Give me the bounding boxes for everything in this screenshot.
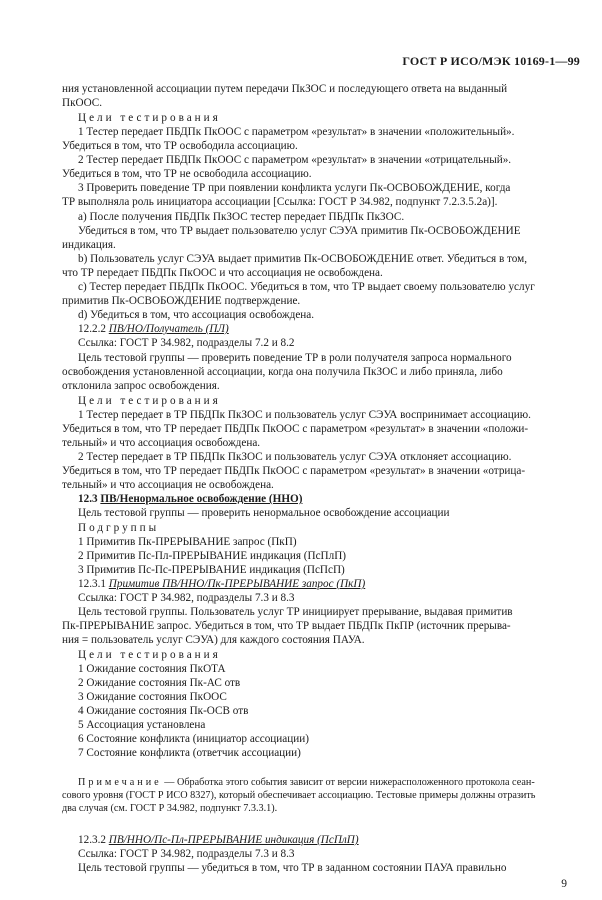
text-line: 2 Тестер передает в ТР ПБДПк ПкЗОС и пользователь услуг СЭУА отклоняет ассоциацию. bbox=[78, 451, 512, 463]
section-heading: Цели тестирования bbox=[78, 395, 221, 407]
text-line: Убедиться в том, что ТР не освободила ассоциацию. bbox=[62, 168, 312, 180]
text-line: Пк-ПРЕРЫВАНИЕ запрос. Убедиться в том, что ТР выдает ПБДПк ПкПР (источник прерыва- bbox=[62, 620, 511, 632]
text-line: Убедиться в том, что ТР передает ПБДПк ПкООС с параметром «результат» в значении «отрица- bbox=[62, 465, 526, 477]
subsection-heading bbox=[78, 577, 365, 591]
list-item: 7 Состояние конфликта (ответчик ассоциации) bbox=[78, 747, 301, 759]
text-line: Убедиться в том, что ТР передает ПБДПк ПкООС с параметром «результат» в значении «положи- bbox=[62, 423, 529, 435]
subsection-title: ПВ/НО/Получатель (ПЛ) bbox=[108, 323, 229, 335]
text-line: примитив Пк-ОСВОБОЖДЕНИЕ подтверждение. bbox=[62, 295, 301, 307]
text-line: что ТР передает ПБДПк ПкООС и что ассоциация не освобождена. bbox=[62, 267, 383, 279]
note-line: два случая (см. ГОСТ Р 34.982, подпункт 7.3.3.1). bbox=[62, 803, 278, 814]
subsection-title: ПВ/ННО/Пс-Пл-ПРЕРЫВАНИЕ индикация (ПсПлП) bbox=[108, 834, 359, 846]
section-title: ПВ/Ненормальное освобождение (ННО) bbox=[100, 493, 303, 505]
subsection-title: Примитив ПВ/ННО/Пк-ПРЕРЫВАНИЕ запрос (ПкП) bbox=[108, 578, 366, 590]
note-text: — Обработка этого события зависит от версии нижерасположенного протокола сеан- bbox=[161, 777, 535, 788]
text-line: индикация. bbox=[62, 239, 116, 251]
list-item: 2 Примитив Пс-Пл-ПРЕРЫВАНИЕ индикация (ПсПлП) bbox=[78, 550, 347, 562]
text-line: тельный» и что ассоциация не освобождена. bbox=[62, 479, 274, 491]
text-line: Ссылка: ГОСТ Р 34.982, подразделы 7.3 и 8.3 bbox=[78, 848, 295, 860]
text-line: Ссылка: ГОСТ Р 34.982, подразделы 7.3 и 8.3 bbox=[78, 592, 295, 604]
text-line: 2 Тестер передает ПБДПк ПкООС с параметром «результат» в значении «отрицательный». bbox=[78, 154, 512, 166]
text-line: Цель тестовой группы — проверить ненормальное освобождение ассоциации bbox=[78, 507, 450, 519]
text-line: Цель тестовой группы — убедиться в том, что ТР в заданном состоянии ПАУА правильно bbox=[78, 862, 507, 874]
section-heading: Цели тестирования bbox=[78, 112, 221, 124]
text-line: ния установленной ассоциации путем передачи ПкЗОС и последующего ответа на выданный bbox=[62, 83, 508, 95]
page-number: 9 bbox=[561, 878, 567, 890]
section-number: 12.3 bbox=[78, 493, 98, 505]
list-item: 4 Ожидание состояния Пк-ОСВ отв bbox=[78, 705, 249, 717]
standard-header: ГОСТ Р ИСО/МЭК 10169-1—99 bbox=[402, 54, 580, 68]
list-item: 3 Примитив Пс-Пс-ПРЕРЫВАНИЕ индикация (ПсПсП) bbox=[78, 564, 345, 576]
text-line: b) Пользователь услуг СЭУА выдает примитив Пк-ОСВОБОЖДЕНИЕ ответ. Убедиться в том, bbox=[78, 253, 528, 265]
subsection-number: 12.3.2 bbox=[78, 834, 106, 846]
text-line: d) Убедиться в том, что ассоциация освобождена. bbox=[78, 309, 315, 321]
section-heading-12-3 bbox=[78, 492, 302, 506]
subsection-number: 12.3.1 bbox=[78, 578, 106, 590]
text-line: Цель тестовой группы. Пользователь услуг ТР инициирует прерывание, выдавая примитив bbox=[78, 606, 513, 618]
list-item: 1 Примитив Пк-ПРЕРЫВАНИЕ запрос (ПкП) bbox=[78, 536, 297, 548]
list-item: 3 Ожидание состояния ПкООС bbox=[78, 691, 227, 703]
text-line: а) После получения ПБДПк ПкЗОС тестер передает ПБДПк ПкЗОС. bbox=[78, 211, 405, 223]
text-line: отклонила запрос освобождения. bbox=[62, 380, 220, 392]
subsection-heading bbox=[78, 833, 359, 847]
text-line: освобождения установленной ассоциации, когда она получила ПкЗОС и либо приняла, либо bbox=[62, 366, 503, 378]
text-line: тельный» и что ассоциация освобождена. bbox=[62, 437, 261, 449]
text-line: Цель тестовой группы — проверить поведение ТР в роли получателя запроса нормального bbox=[78, 352, 512, 364]
note-label: Примечание bbox=[78, 777, 162, 788]
text-line: ТР выполняла роль инициатора ассоциации [Ссылка: ГОСТ Р 34.982, подпункт 7.2.3.5.2а)]. bbox=[62, 196, 498, 208]
text-line: ния = пользователь услуг СЭУА) для каждого состояния ПАУА. bbox=[62, 634, 365, 646]
list-item: 6 Состояние конфликта (инициатор ассоциации) bbox=[78, 733, 309, 745]
list-item: 1 Ожидание состояния ПкОТА bbox=[78, 663, 226, 675]
section-heading: Цели тестирования bbox=[78, 649, 221, 661]
text-line: 1 Тестер передает в ТР ПБДПк ПкЗОС и пользователь услуг СЭУА воспринимает ассоциацию. bbox=[78, 409, 531, 421]
subgroups-heading: Подгруппы bbox=[78, 522, 160, 534]
list-item: 2 Ожидание состояния Пк-АС отв bbox=[78, 677, 241, 689]
text-line: Убедиться в том, что ТР выдает пользователю услуг СЭУА примитив Пк-ОСВОБОЖДЕНИЕ bbox=[78, 225, 521, 237]
text-line: ПкООС. bbox=[62, 97, 103, 109]
subsection-heading bbox=[78, 322, 229, 336]
subsection-number: 12.2.2 bbox=[78, 323, 106, 335]
note-line bbox=[78, 776, 535, 790]
note-line: сового уровня (ГОСТ Р ИСО 8327), который обеспечивает ассоциацию. Тестовые примеры должны отразить bbox=[62, 790, 536, 801]
text-line: 3 Проверить поведение ТР при появлении конфликта услуги Пк-ОСВОБОЖДЕНИЕ, когда bbox=[78, 182, 511, 194]
list-item: 5 Ассоциация установлена bbox=[78, 719, 206, 731]
text-line: 1 Тестер передает ПБДПк ПкООС с параметром «результат» в значении «положительный». bbox=[78, 126, 515, 138]
text-line: с) Тестер передает ПБДПк ПкООС. Убедиться в том, что ТР выдает своему пользователю услуг bbox=[78, 281, 535, 293]
text-line: Убедиться в том, что ТР освободила ассоциацию. bbox=[62, 140, 298, 152]
text-line: Ссылка: ГОСТ Р 34.982, подразделы 7.2 и 8.2 bbox=[78, 337, 295, 349]
